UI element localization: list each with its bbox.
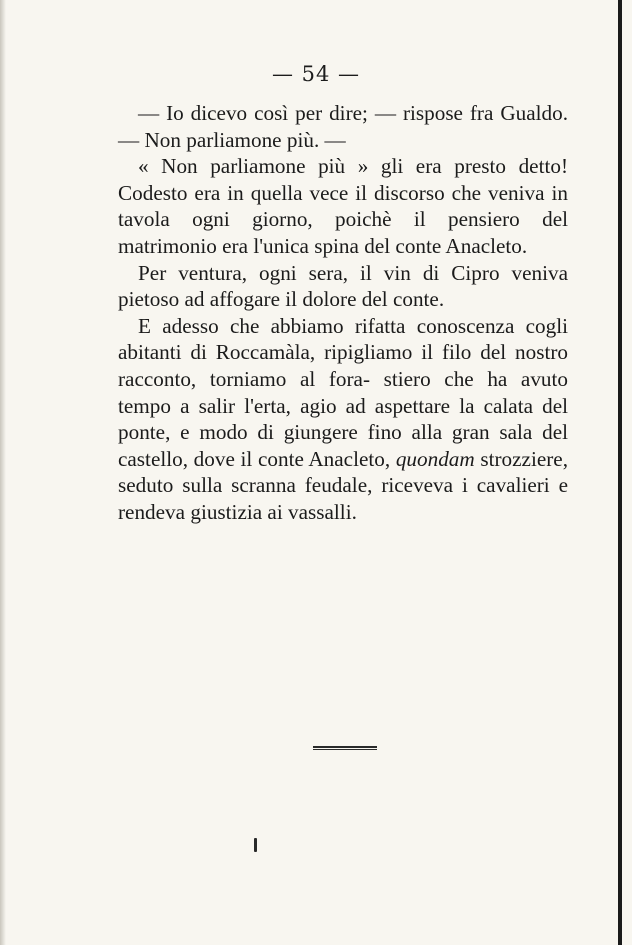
section-divider-rule bbox=[313, 746, 377, 750]
printer-mark bbox=[254, 838, 257, 852]
paragraph-4-line-4: stiero che ha avuto tempo a salir l'erta, bbox=[118, 366, 568, 418]
paragraph-2 bbox=[118, 153, 568, 259]
paragraph-3 bbox=[118, 260, 568, 313]
paragraph-3-line-1: Per ventura, ogni sera, il vin di Cipro bbox=[138, 260, 512, 285]
paragraph-4-line-5: agio ad aspettare la calata del ponte, e bbox=[118, 393, 569, 445]
paragraph-4 bbox=[118, 313, 568, 526]
paragraph-1 bbox=[118, 100, 568, 153]
paragraph-4-line-10: vassalli. bbox=[288, 499, 357, 524]
paragraph-4-line-8: strozziere, seduto sulla scranna feudale, bbox=[118, 446, 568, 498]
paragraph-4-line-7-prefix: castello, dove il conte Anacleto, bbox=[118, 446, 396, 471]
paragraph-3-line-3: conte. bbox=[392, 287, 445, 312]
page-gutter-shadow bbox=[0, 0, 6, 945]
paragraph-1-line-1: — Io dicevo così per dire; — rispose fra bbox=[138, 101, 501, 125]
paragraph-3-line-2: veniva pietoso ad affogare il dolore del bbox=[118, 260, 568, 312]
paragraph-4-line-2: cogli abitanti di Roccamàla, ripigliamo il bbox=[118, 313, 568, 365]
paragraph-2-line-1: « Non parliamone più » gli era presto bbox=[138, 154, 519, 179]
body-text bbox=[118, 100, 568, 526]
paragraph-2-line-4: pensiero del matrimonio era l'unica spina bbox=[118, 207, 568, 258]
paragraph-4-line-1: E adesso che abbiamo rifatta conoscenza bbox=[138, 313, 526, 338]
paragraph-2-line-2: detto! Codesto era in quella vece il discorso bbox=[118, 154, 568, 205]
paragraph-4-line-3: filo del nostro racconto, torniamo al fora- bbox=[118, 340, 568, 391]
paragraph-2-line-3: che veniva in tavola ogni giorno, poichè il bbox=[118, 180, 569, 232]
italic-word-quondam: quondam bbox=[395, 446, 475, 471]
page-number: — 54 — bbox=[271, 62, 361, 86]
paragraph-4-line-6: modo di giungere fino alla gran sala del bbox=[199, 420, 568, 445]
paragraph-2-line-5: del conte Anacleto. bbox=[364, 233, 528, 258]
paragraph-1-line-2: Gualdo. — Non parliamone più. — bbox=[118, 101, 568, 152]
paragraph-4-line-9: riceveva i cavalieri e rendeva giustizia ai bbox=[118, 473, 568, 524]
page-edge-line bbox=[618, 0, 622, 945]
